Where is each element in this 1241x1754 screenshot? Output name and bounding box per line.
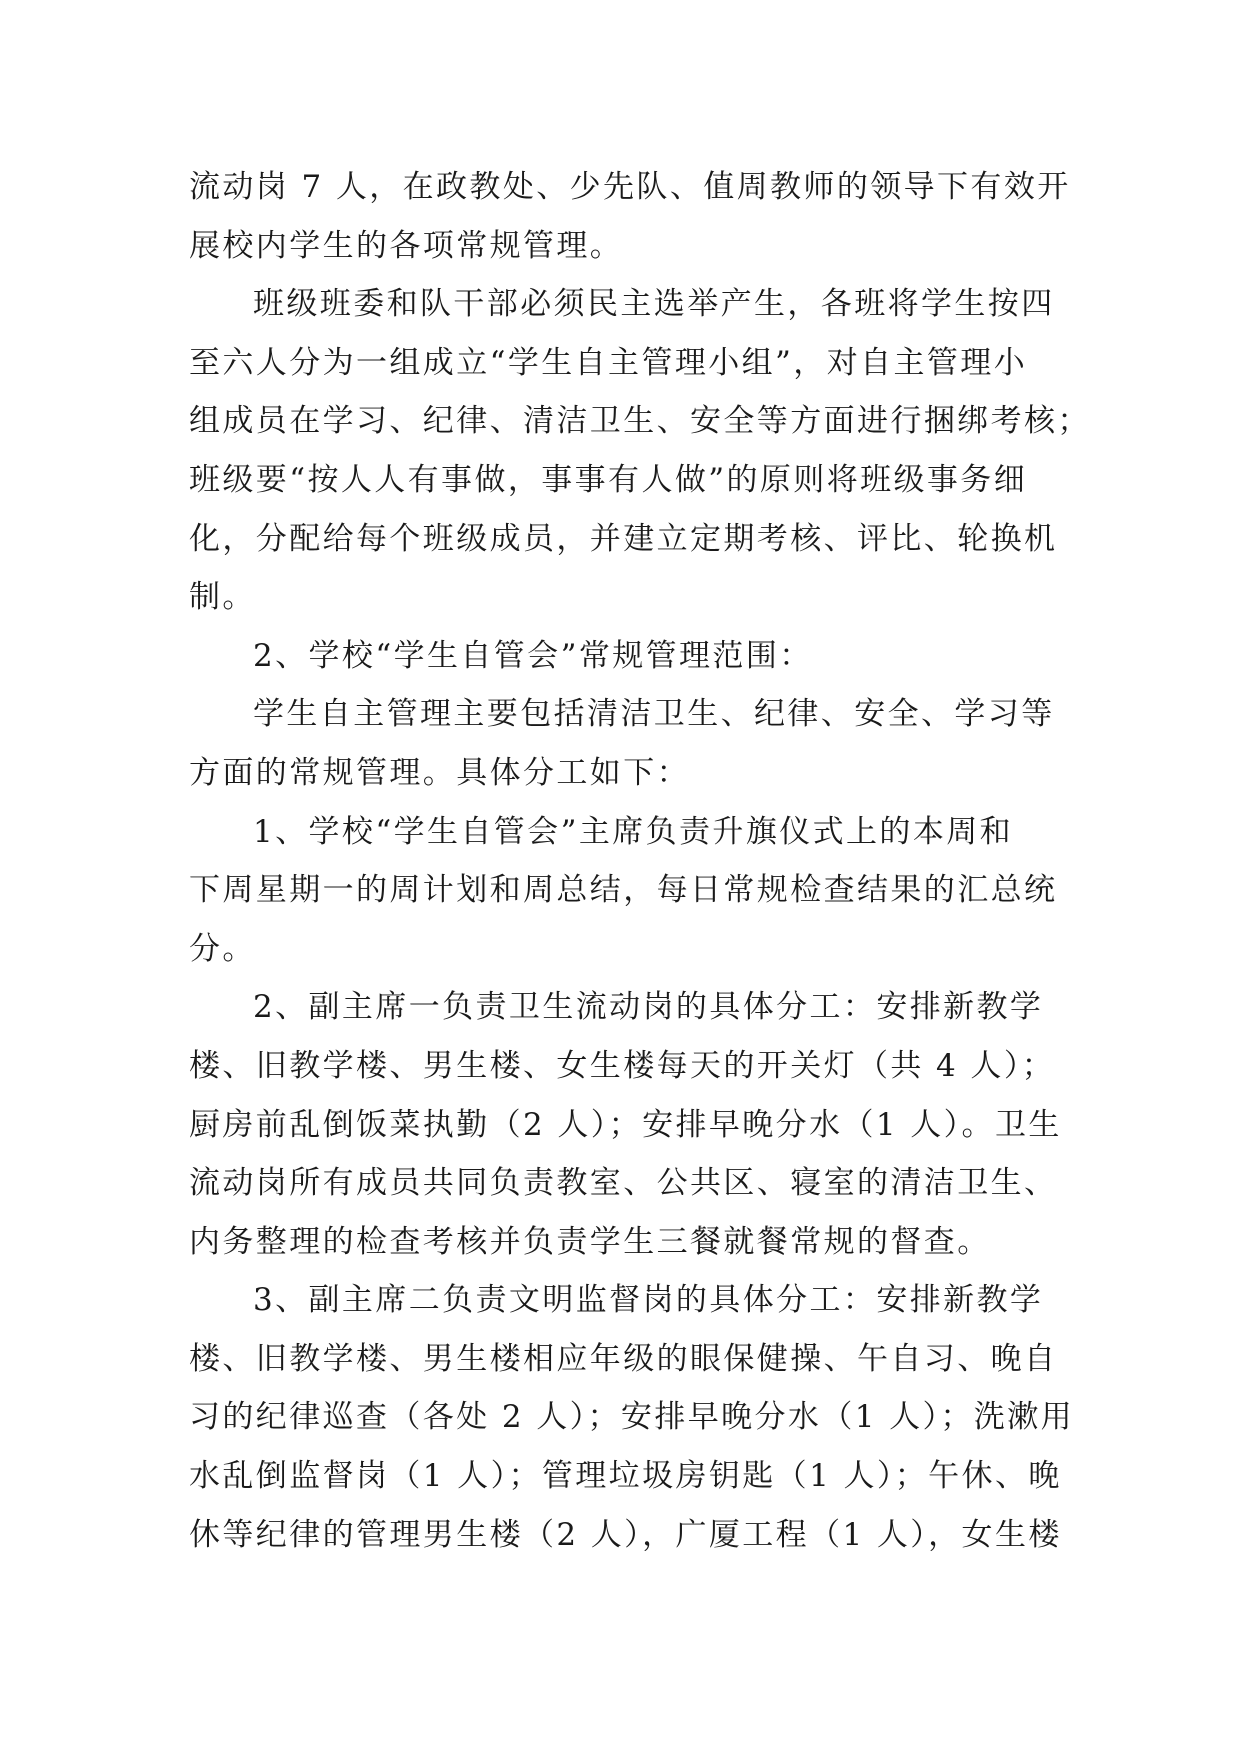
text-line: 楼、旧教学楼、男生楼、女生楼每天的开关灯（共 4 人）； xyxy=(189,1047,1056,1084)
text-line: 流动岗所有成员共同负责教室、公共区、寝室的清洁卫生、 xyxy=(189,1165,1058,1202)
text-line: 内务整理的检查考核并负责学生三餐就餐常规的督查。 xyxy=(189,1223,991,1260)
text-line: 3、副主席二负责文明监督岗的具体分工：安排新教学 xyxy=(253,1282,1044,1319)
document-body xyxy=(189,158,1091,1564)
text-line: 楼、旧教学楼、男生楼相应年级的眼保健操、午自习、晚自 xyxy=(189,1340,1058,1377)
text-line: 1、学校“学生自管会”主席负责升旗仪式上的本周和 xyxy=(253,813,1014,850)
text-line: 方面的常规管理。具体分工如下： xyxy=(189,754,690,791)
text-line: 学生自主管理主要包括清洁卫生、纪律、安全、学习等 xyxy=(253,696,1055,733)
text-line: 班级班委和队干部必须民主选举产生，各班将学生按四 xyxy=(253,286,1055,323)
text-line: 水乱倒监督岗（1 人）；管理垃圾房钥匙（1 人）；午休、晚 xyxy=(189,1458,1062,1495)
text-line: 休等纪律的管理男生楼（2 人），广厦工程（1 人），女生楼 xyxy=(189,1516,1062,1553)
text-line: 化，分配给每个班级成员，并建立定期考核、评比、轮换机 xyxy=(189,520,1058,557)
text-line: 至六人分为一组成立“学生自主管理小组”，对自主管理小 xyxy=(189,344,1028,381)
text-line: 制。 xyxy=(189,579,256,616)
text-line: 习的纪律巡查（各处 2 人）；安排早晚分水（1 人）；洗漱用 xyxy=(189,1399,1075,1436)
text-line: 展校内学生的各项常规管理。 xyxy=(189,227,624,264)
section-heading: 2、学校“学生自管会”常规管理范围： xyxy=(253,637,813,674)
text-line: 分。 xyxy=(189,930,256,967)
text-line: 2、副主席一负责卫生流动岗的具体分工：安排新教学 xyxy=(253,989,1044,1026)
text-line: 组成员在学习、纪律、清洁卫生、安全等方面进行捆绑考核； xyxy=(189,403,1091,440)
text-line: 下周星期一的周计划和周总结，每日常规检查结果的汇总统 xyxy=(189,872,1058,909)
text-line: 班级要“按人人有事做，事事有人做”的原则将班级事务细 xyxy=(189,461,1028,498)
text-line: 厨房前乱倒饭菜执勤（2 人）；安排早晚分水（1 人）。卫生 xyxy=(189,1106,1062,1143)
text-line: 流动岗 7 人，在政教处、少先队、值周教师的领导下有效开 xyxy=(189,169,1071,205)
